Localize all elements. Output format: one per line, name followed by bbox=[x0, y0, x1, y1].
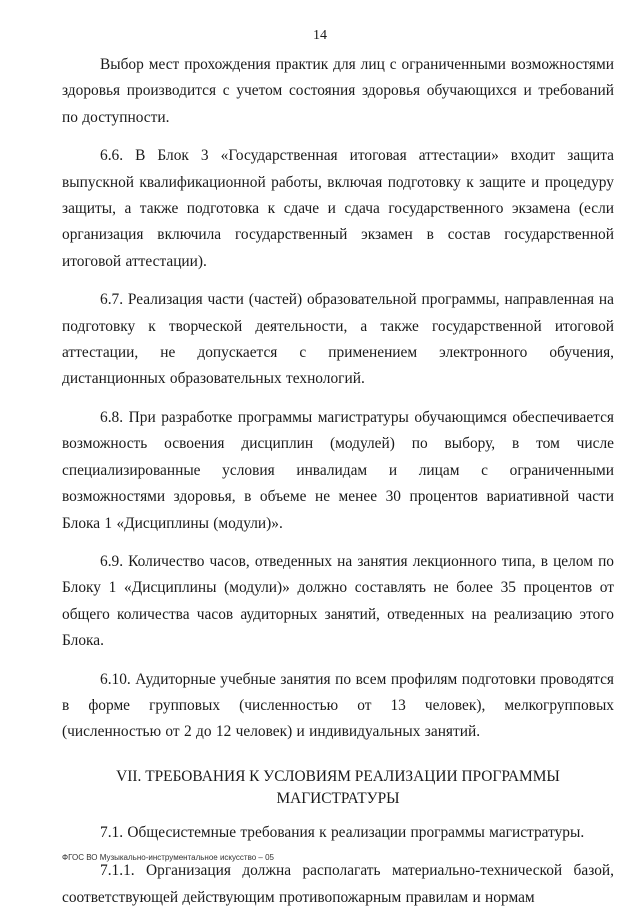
paragraph-7-1: 7.1. Общесистемные требования к реализации программы магистратуры. bbox=[100, 823, 585, 841]
section-heading-vii bbox=[62, 766, 614, 810]
paragraph-6-6: 6.6. В Блок 3 «Государственная итоговая аттестации» входит защита выпускной квалификационной работы, включая подготовку к защите и процедуру защиты, а также подготовка к сдаче и сдача государственного экзамена (если организация включила государственный экзамен в состав государственной итоговой аттестации). bbox=[62, 147, 614, 270]
paragraph-6-10: 6.10. Аудиторные учебные занятия по всем профилям подготовки проводятся в форме групповых (численностью от 13 человек), мелкогрупповых (численностью от 2 до 12 человек) и индивидуальных занятий. bbox=[62, 670, 614, 741]
paragraph-6-7: 6.7. Реализация части (частей) образовательной программы, направленная на подготовку к творческой деятельности, а также государственной итоговой аттестации, не допускается с применением электронного обучения, дистанционных образовательных технологий. bbox=[62, 291, 614, 388]
section-heading-line1: VII. ТРЕБОВАНИЯ К УСЛОВИЯМ РЕАЛИЗАЦИИ ПРОГРАММЫ bbox=[116, 767, 560, 785]
section-heading-line2: МАГИСТРАТУРЫ bbox=[276, 789, 400, 807]
document-body bbox=[62, 52, 614, 923]
page-number: 14 bbox=[313, 28, 327, 43]
footer-document-code: ФГОС ВО Музыкально-инструментальное искусство – 05 bbox=[62, 853, 274, 862]
paragraph-6-8: 6.8. При разработке программы магистратуры обучающимся обеспечивается возможность освоения дисциплин (модулей) по выбору, в том числе специализированные условия инвалидам и лицам с ограниченными возможностями здоровья, в объеме не менее 30 процентов вариативной части Блока 1 «Дисциплины (модули)». bbox=[62, 408, 614, 532]
paragraph-practice-places: Выбор мест прохождения практик для лиц с ограниченными возможностями здоровья производится с учетом состояния здоровья обучающихся и требований по доступности. bbox=[62, 56, 614, 126]
paragraph-7-1-1: 7.1.1. Организация должна располагать материально-технической базой, соответствующей действующим противопожарным правилам и нормам bbox=[62, 862, 614, 906]
paragraph-6-9: 6.9. Количество часов, отведенных на занятия лекционного типа, в целом по Блоку 1 «Дисциплины (модули)» должно составлять не более 35 процентов от общего количества часов аудиторных занятий, отведенных на реализацию этого Блока. bbox=[62, 552, 614, 650]
